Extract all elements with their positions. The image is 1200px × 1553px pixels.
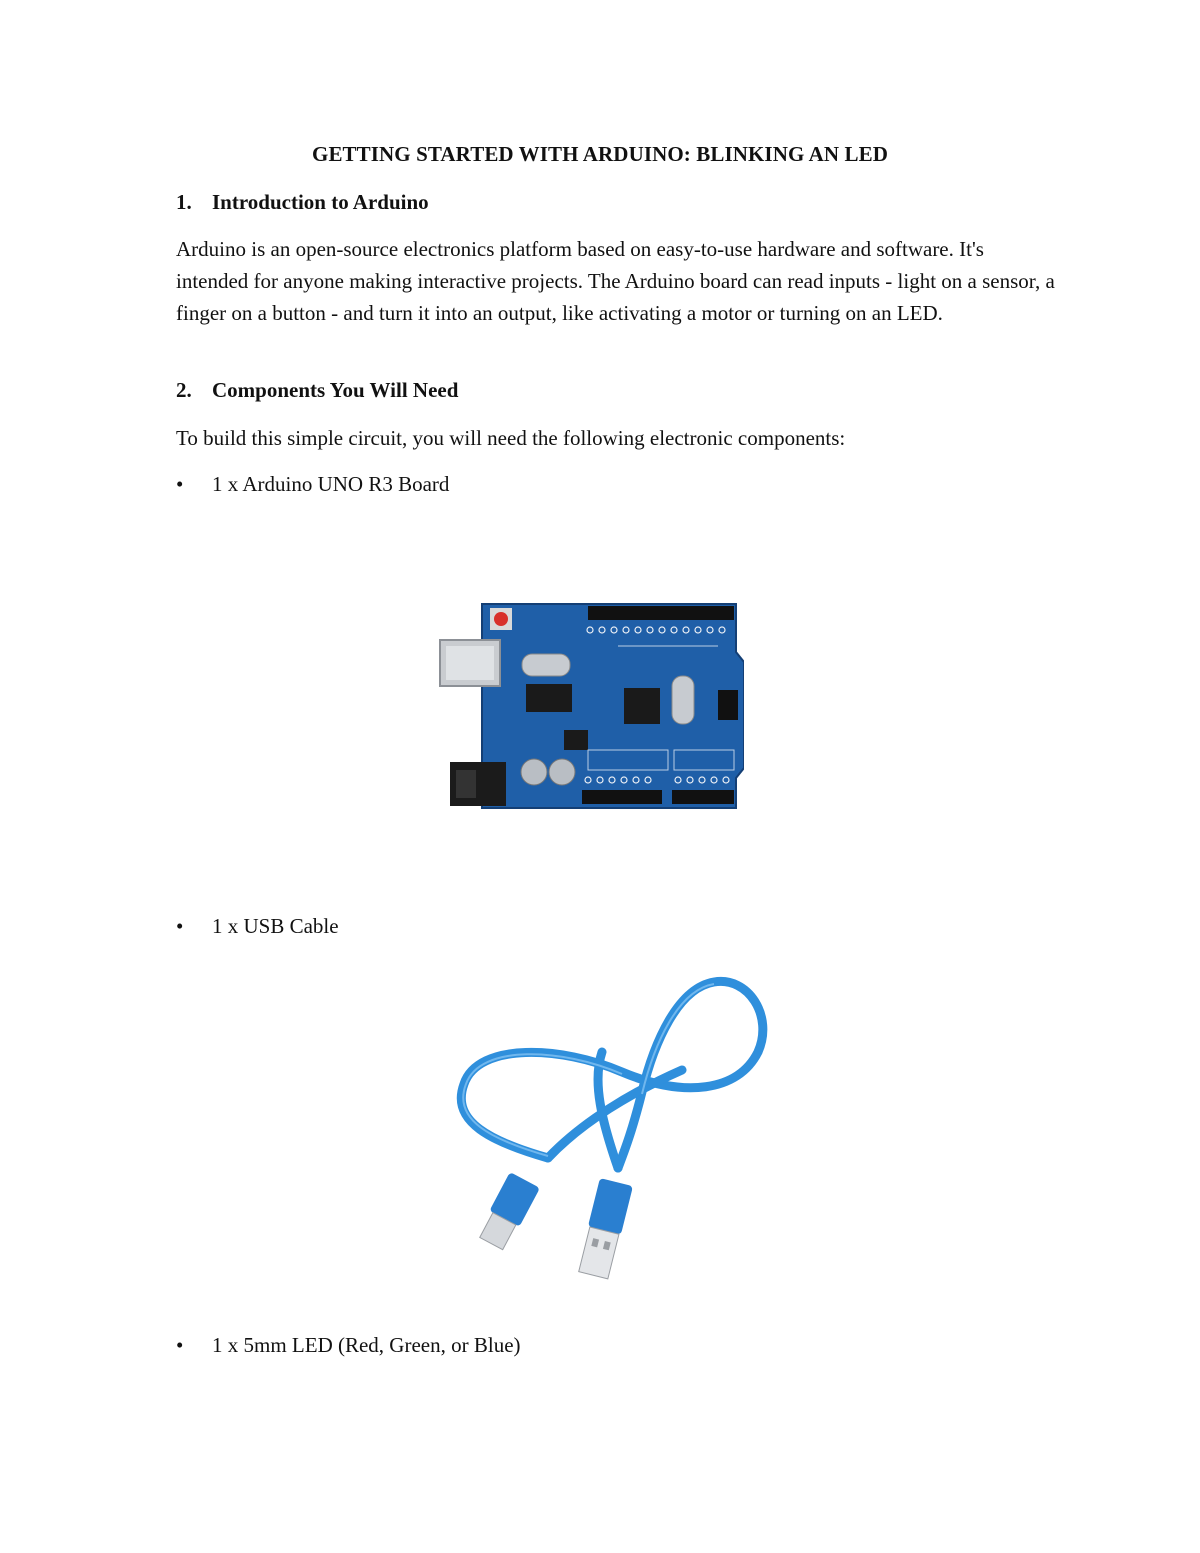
document-title: GETTING STARTED WITH ARDUINO: BLINKING AN LED: [312, 142, 888, 166]
usb-cable-image: [452, 972, 778, 1292]
section-heading-introduction: [176, 190, 429, 215]
bullet-icon: •: [176, 1333, 184, 1357]
list-item: [176, 1333, 521, 1358]
bullet-icon: •: [176, 472, 184, 496]
list-item: [176, 472, 449, 497]
list-item-text: 1 x Arduino UNO R3 Board: [212, 472, 450, 496]
section-title: Introduction to Arduino: [212, 190, 429, 214]
arduino-board-image: [438, 600, 744, 812]
intro-paragraph: Arduino is an open-source electronics platform based on easy-to-use hardware and software. It's intended for anyone making interactive projects. The Arduino board can read inputs - light on a sensor, a finger on a button - and turn it into an output, like activating a motor or turning on an LED.: [176, 237, 1055, 325]
list-item-text: 1 x USB Cable: [212, 914, 339, 938]
section-heading-components: [176, 378, 458, 403]
bullet-icon: •: [176, 914, 184, 938]
list-item: [176, 914, 339, 939]
components-paragraph: To build this simple circuit, you will need the following electronic components:: [176, 426, 846, 450]
section-number: 1.: [176, 190, 192, 214]
section-number: 2.: [176, 378, 192, 402]
section-title: Components You Will Need: [212, 378, 459, 402]
list-item-text: 1 x 5mm LED (Red, Green, or Blue): [212, 1333, 521, 1357]
